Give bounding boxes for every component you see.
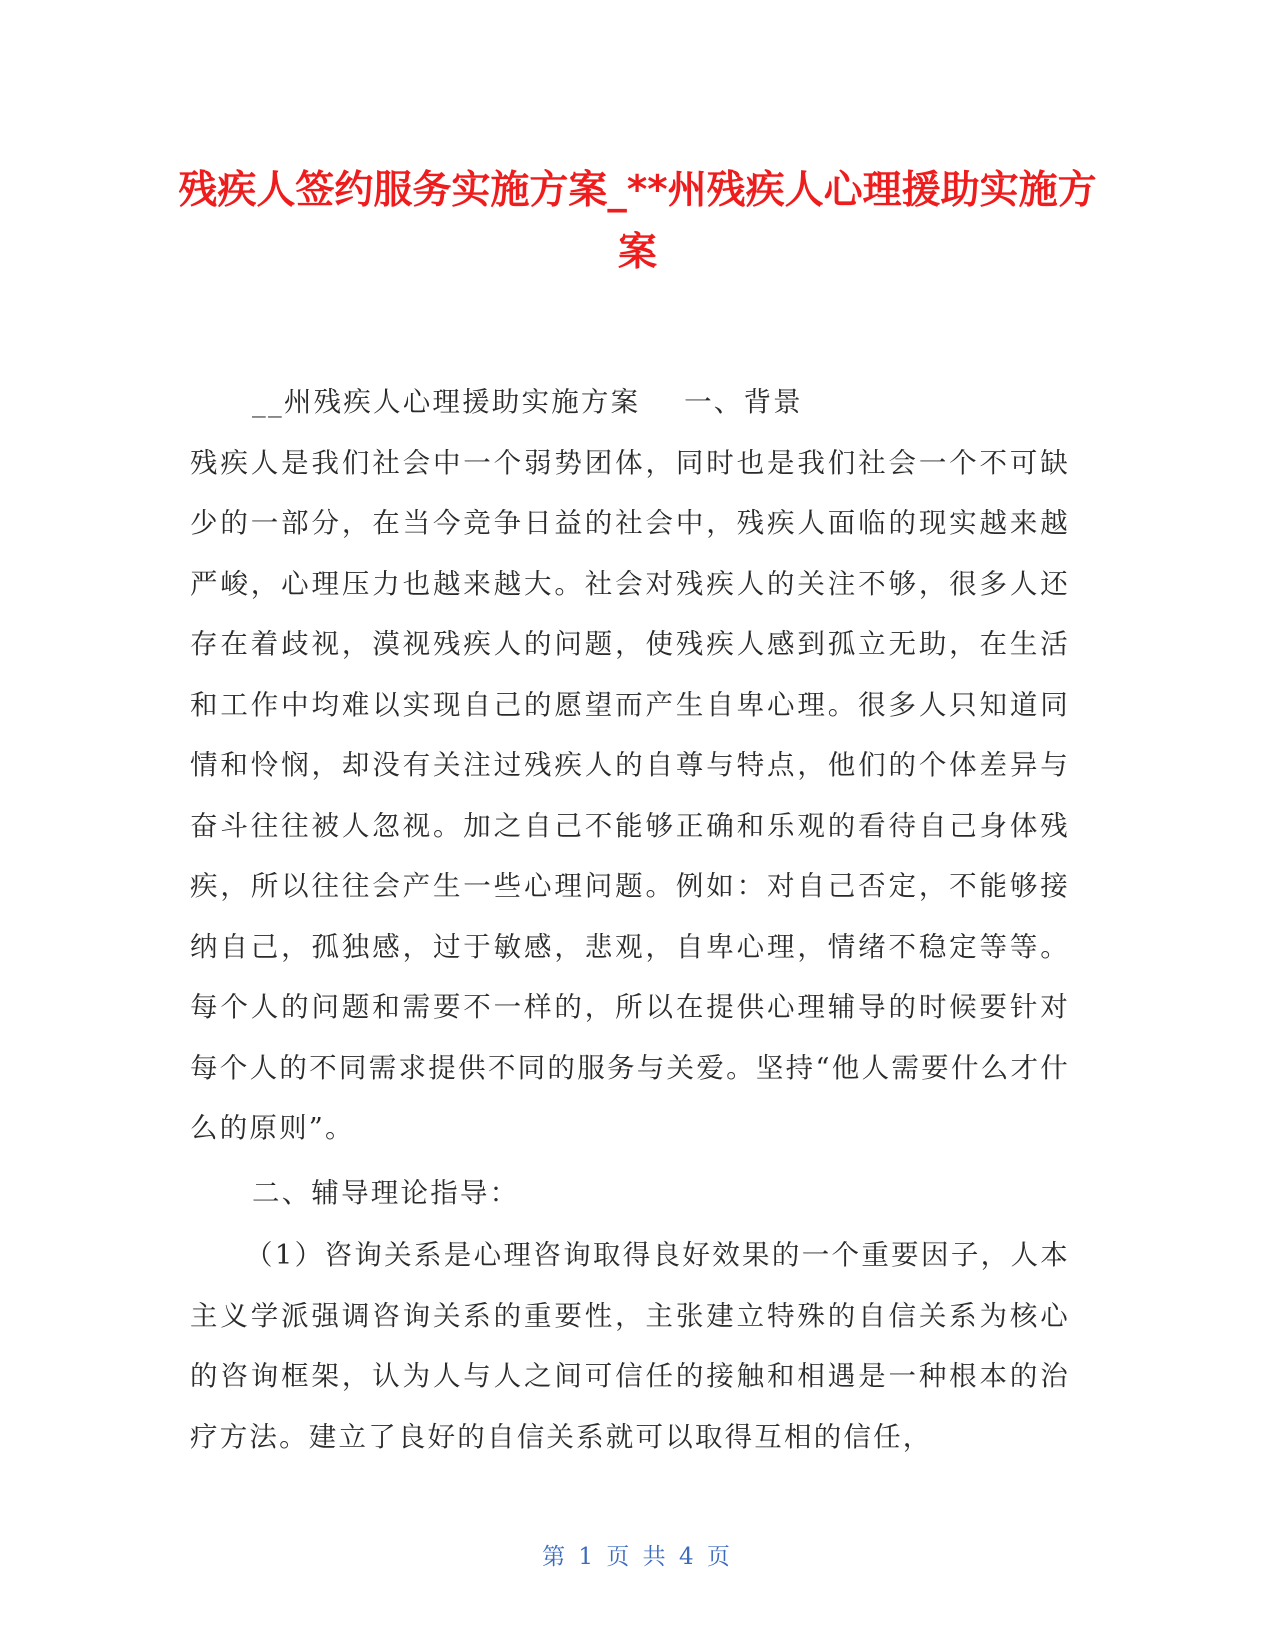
page-footer: 第 1 页 共 4 页 xyxy=(542,1544,733,1570)
paragraph-section-heading: 二、辅导理论指导： xyxy=(252,1176,520,1209)
document-body xyxy=(190,372,1070,1467)
paragraph-intro: __州残疾人心理援助实施方案 一、背景 xyxy=(252,386,803,418)
document-title: 残疾人签约服务实施方案_**州残疾人心理援助实施方案 xyxy=(178,168,1097,275)
paragraph-background: 残疾人是我们社会中一个弱势团体，同时也是我们社会一个不可缺少的一部分，在当今竞争日益的社会中，残疾人面临的现实越来越严峻，心理压力也越来越大。社会对残疾人的关注不够，很多人还存在着歧视，漠视残疾人的问题，使残疾人感到孤立无助，在生活和工作中均难以实现自己的愿望而产生自卑心理。很多人只知道同情和怜悯，却没有关注过残疾人的自尊与特点，他们的个体差异与奋斗往往被人忽视。加之自己不能够正确和乐观的看待自己身体残疾，所以往往会产生一些心理问题。例如：对自己否定，不能够接纳自己，孤独感，过于敏感，悲观，自卑心理，情绪不稳定等等。每个人的问题和需要不一样的，所以在提供心理辅导的时候要针对每个人的不同需求提供不同的服务与关爱。坚持“他人需要什么才什么的原则”。 xyxy=(190,446,1070,1144)
paragraph-theory: （1）咨询关系是心理咨询取得良好效果的一个重要因子，人本主义学派强调咨询关系的重要性，主张建立特殊的自信关系为核心的咨询框架，认为人与人之间可信任的接触和相遇是一种根本的治疗方法。建立了良好的自信关系就可以取得互相的信任， xyxy=(190,1239,1071,1453)
